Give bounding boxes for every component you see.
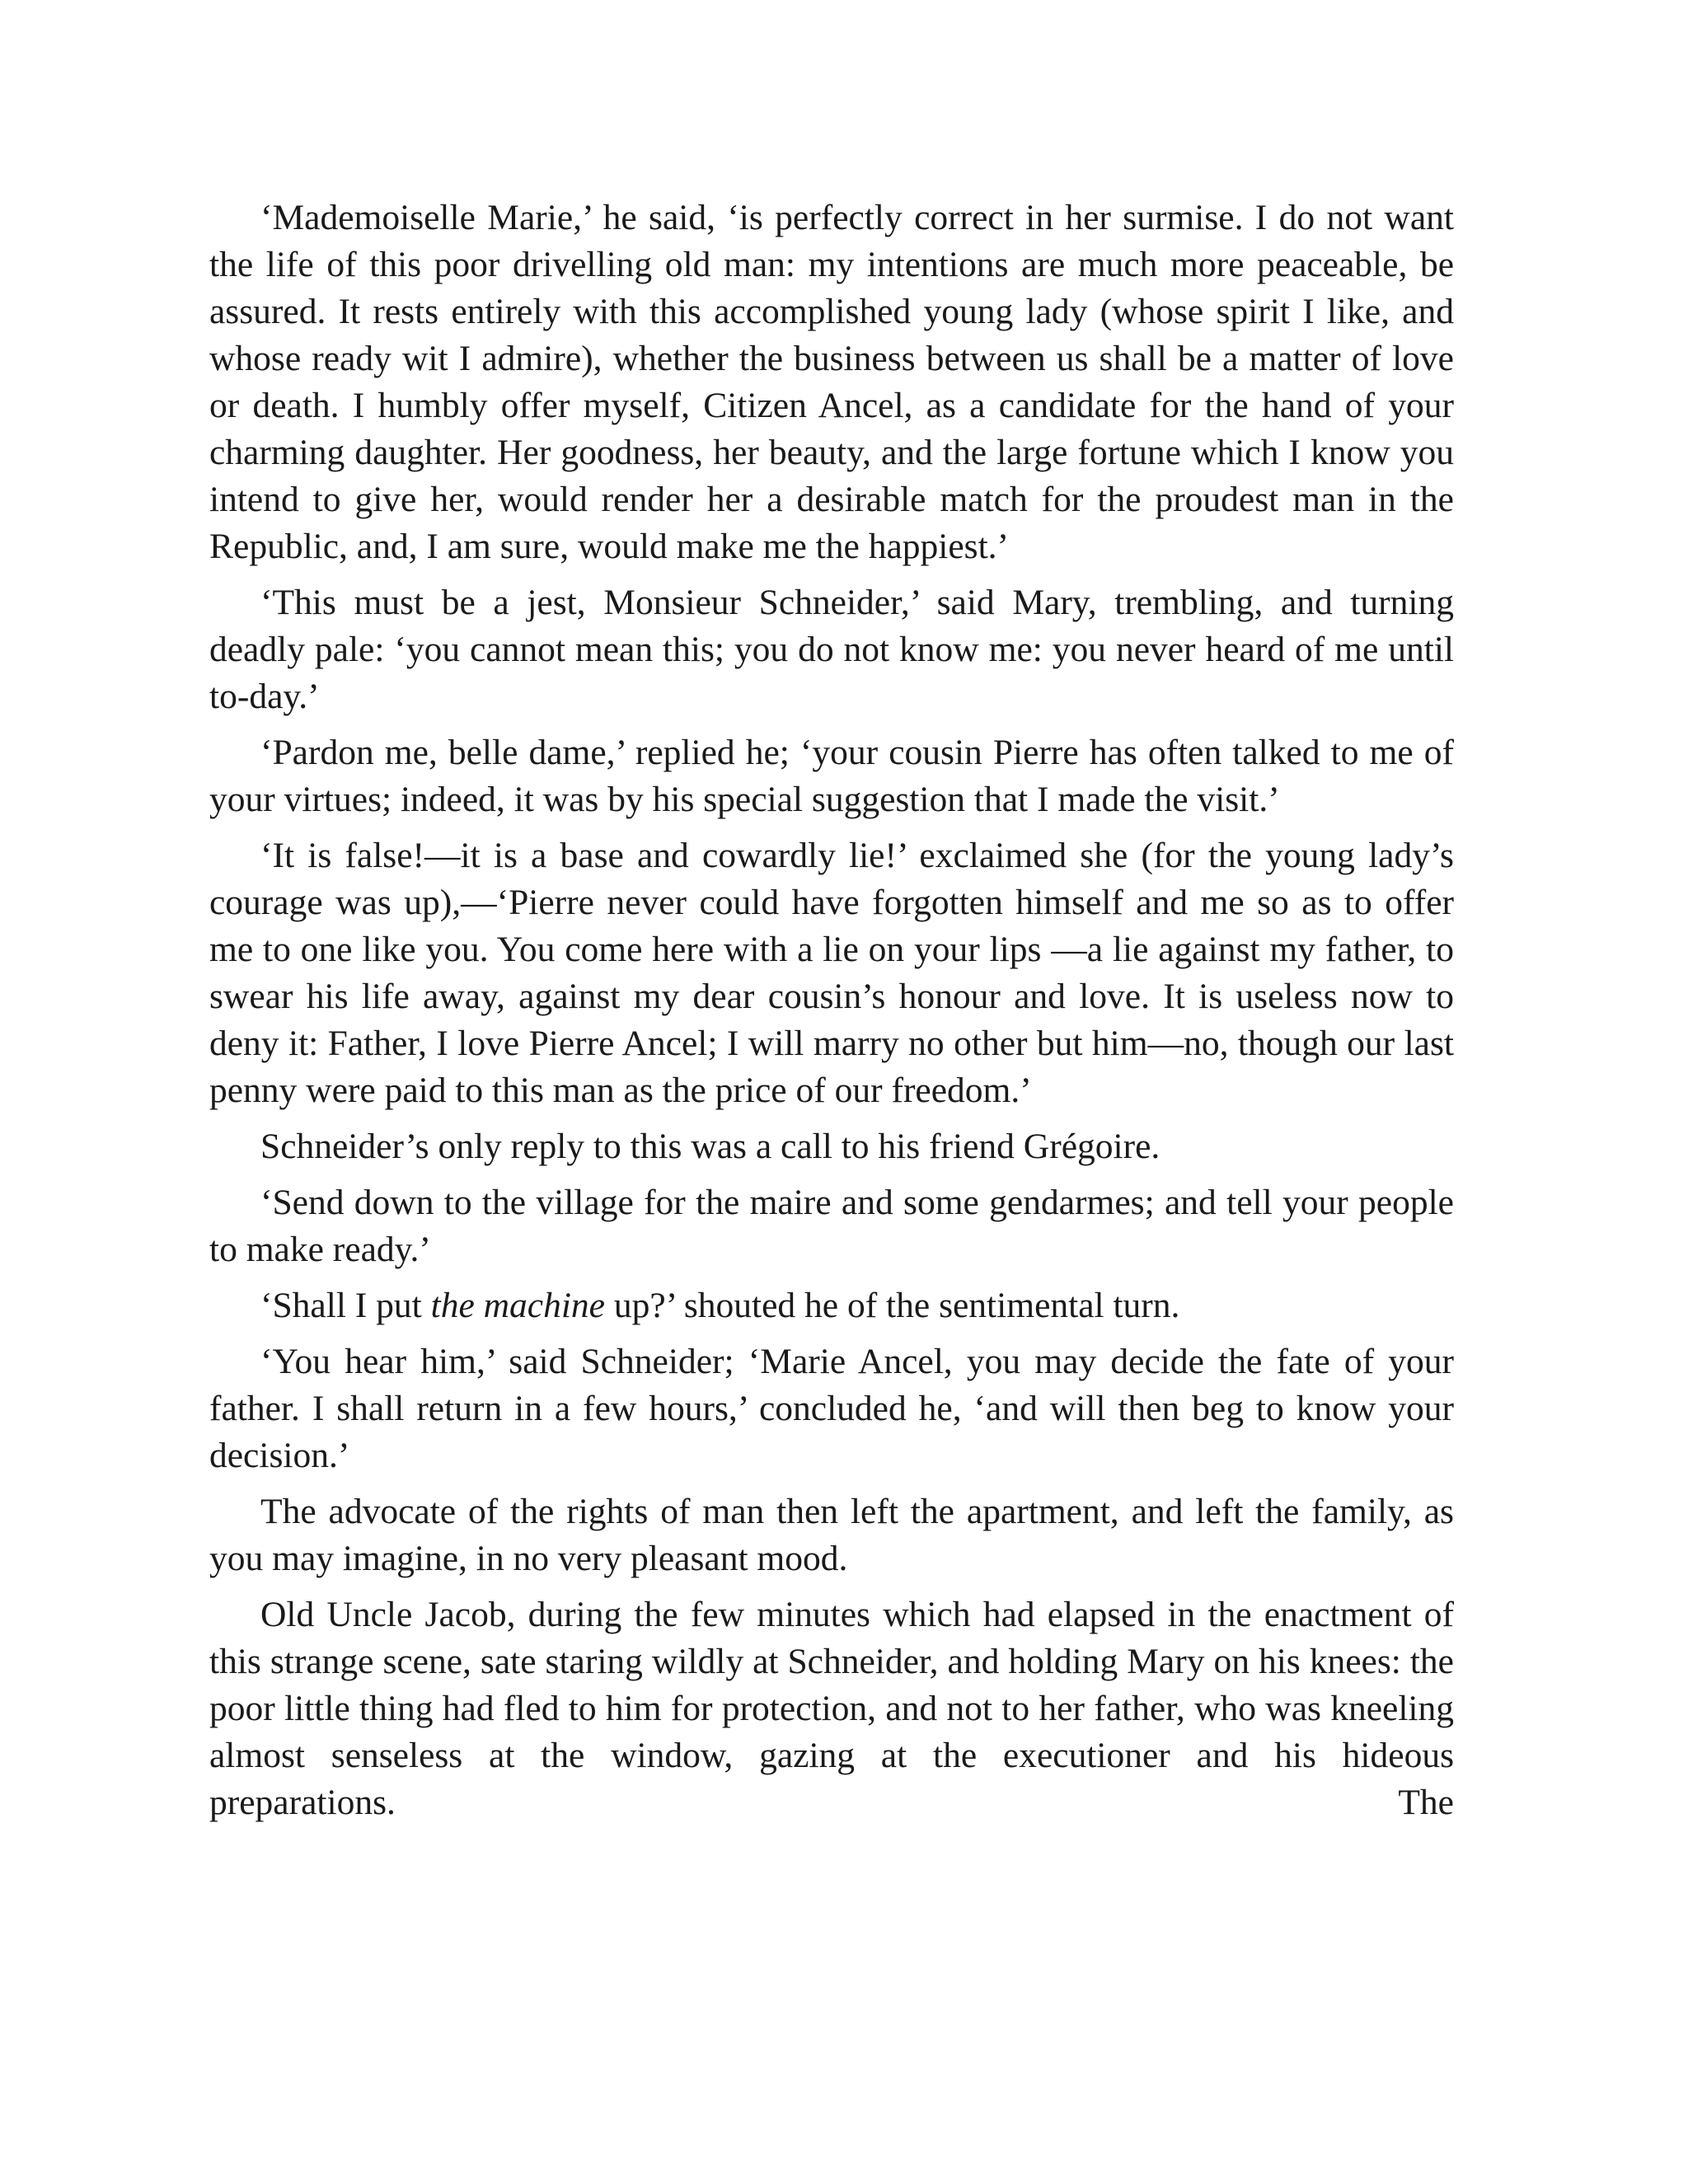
paragraph: Old Uncle Jacob, during the few minutes which had elapsed in the enactment of this strange scene, sate staring wildly at Schneider, and holding Mary on his knees: the poor little thing had fled to him for protection, and not to her father, who was kneeling almost senseless at the window, gazing at the executioner and his hideous preparations. The: [209, 1595, 1454, 1822]
paragraph-text: ‘Shall I put: [260, 1286, 431, 1325]
paragraph: ‘Mademoiselle Marie,’ he said, ‘is perfectly correct in her surmise. I do not want the life of this poor drivelling old man: my intentions are much more peaceable, be assured. It rests entirely with this accomplished young lady (whose spirit I like, and whose ready wit I admire), whether the business between us shall be a matter of love or death. I humbly offer myself, Citizen Ancel, as a candidate for the hand of your charming daughter. Her goodness, her beauty, and the large fortune which I know you intend to give her, would render her a desirable match for the proudest man in the Republic, and, I am sure, would make me the happiest.’: [209, 198, 1454, 566]
paragraph: Schneider’s only reply to this was a call to his friend Grégoire.: [260, 1127, 1160, 1166]
italic-phrase: the machine: [430, 1286, 605, 1325]
paragraph: The advocate of the rights of man then left the apartment, and left the family, as you may imagine, in no very pleasant mood.: [209, 1492, 1454, 1578]
paragraph: [209, 1282, 1454, 1329]
paragraph-text: up?’ shouted he of the sentimental turn.: [605, 1286, 1180, 1325]
paragraph: ‘It is false!—it is a base and cowardly lie!’ exclaimed she (for the young lady’s courage was up),—‘Pierre never could have forgotten himself and me so as to offer me to one like you. You come here with a lie on your lips —a lie against my father, to swear his life away, against my dear cousin’s honour and love. It is useless now to deny it: Father, I love Pierre Ancel; I will marry no other but him—no, though our last penny were paid to this man as the price of our freedom.’: [209, 836, 1454, 1110]
paragraph: ‘This must be a jest, Monsieur Schneider,’ said Mary, trembling, and turning deadly pale: ‘you cannot mean this; you do not know me: you never heard of me until to-day.’: [209, 583, 1454, 716]
paragraph: ‘You hear him,’ said Schneider; ‘Marie Ancel, you may decide the fate of your father. I shall return in a few hours,’ concluded he, ‘and will then beg to know your decision.’: [209, 1342, 1454, 1475]
paragraph: ‘Pardon me, belle dame,’ replied he; ‘your cousin Pierre has often talked to me of your virtues; indeed, it was by his special suggestion that I made the visit.’: [209, 733, 1454, 819]
paragraph: ‘Send down to the village for the maire and some gendarmes; and tell your people to make ready.’: [209, 1183, 1454, 1269]
body-text: [209, 194, 1454, 1826]
